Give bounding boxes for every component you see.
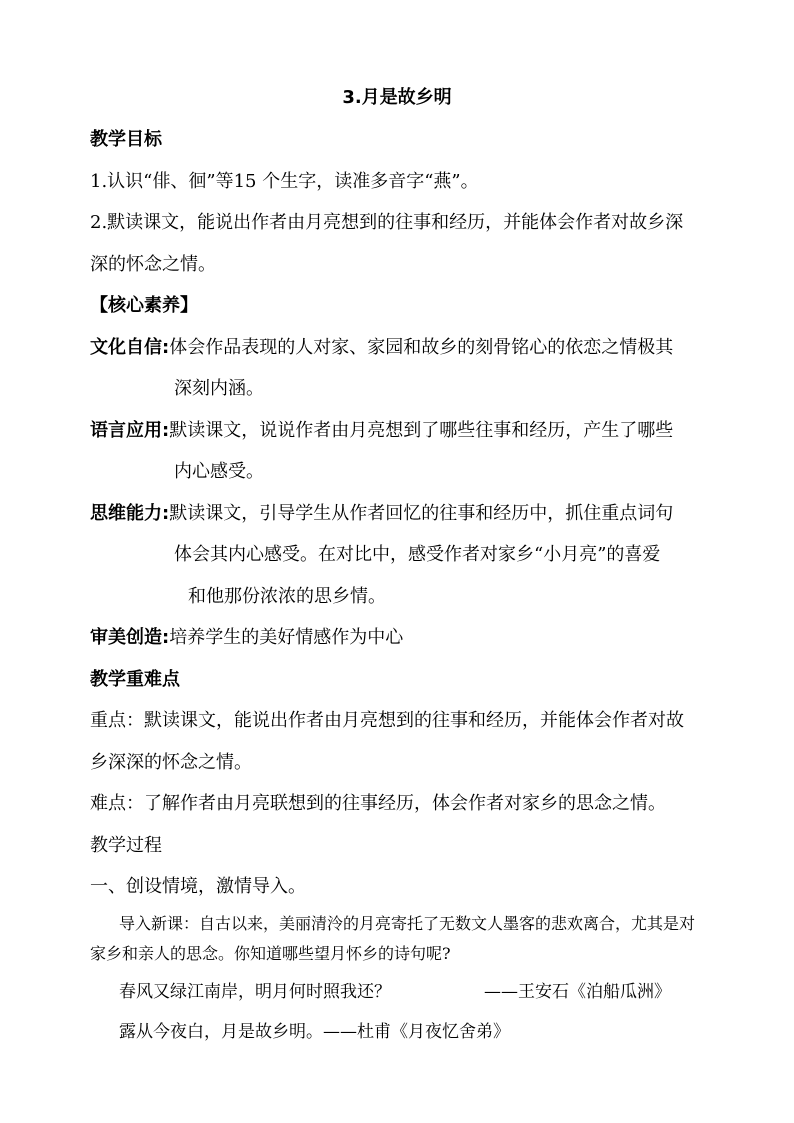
core-heading: 【核心素养】 [90,295,198,316]
process-step-1: 一、创设情境，激情导入。 [90,876,306,897]
poem-1-source: ——王安石《泊船瓜洲》 [484,982,671,1002]
intro-line-2: 家乡和亲人的思念。你知道哪些望月怀乡的诗句呢? [90,944,451,963]
poem-2: 露从今夜白，月是故乡明。——杜甫《月夜忆舍弟》 [119,1022,510,1042]
language-label: 语言应用: [90,420,170,441]
difficulty-line: 难点：了解作者由月亮联想到的往事经历，体会作者对家乡的思念之情。 [90,793,666,814]
language-text: 默读课文，说说作者由月亮想到了哪些往事和经历，产生了哪些 [169,420,674,441]
culture-row [90,336,673,360]
language-row [90,419,673,443]
thinking-text: 默读课文，引导学生从作者回忆的往事和经历中，抓住重点词句 [169,503,674,524]
culture-line-2: 深刻内涵。 [174,378,264,399]
goal-item-2-line-1: 2.默读课文，能说出作者由月亮想到的往事和经历，并能体会作者对故乡深 [90,212,684,233]
focus-line-2: 乡深深的怀念之情。 [90,752,252,773]
thinking-line-2: 体会其内心感受。在对比中，感受作者对家乡“小月亮”的喜爱 [174,544,661,565]
intro-line-1: 导入新课：自古以来，美丽清泠的月亮寄托了无数文人墨客的悲欢离合，尤其是对 [119,914,696,933]
key-points-heading: 教学重难点 [90,669,180,690]
aesthetic-label: 审美创造: [90,627,170,648]
language-line-2: 内心感受。 [174,461,264,482]
aesthetic-text: 培养学生的美好情感作为中心 [169,627,404,648]
culture-label: 文化自信: [90,337,170,358]
goals-heading: 教学目标 [90,129,162,150]
focus-line-1: 重点：默读课文，能说出作者由月亮想到的往事和经历，并能体会作者对故 [90,710,684,731]
poem-1-text: 春风又绿江南岸，明月何时照我还？ [119,982,391,1002]
goal-item-2-line-2: 深的怀念之情。 [90,254,216,275]
goal-item-1: 1.认识“俳、徊”等15 个生字，读准多音字“燕”。 [90,171,479,192]
thinking-label: 思维能力: [90,503,170,524]
process-heading: 教学过程 [90,835,162,856]
thinking-row [90,502,673,526]
document-title: 3.月是故乡明 [342,87,452,108]
culture-text: 体会作品表现的人对家、家园和故乡的刻骨铭心的依恋之情极其 [169,337,674,358]
aesthetic-row [90,626,403,650]
thinking-line-3: 和他那份浓浓的思乡情。 [188,586,386,607]
